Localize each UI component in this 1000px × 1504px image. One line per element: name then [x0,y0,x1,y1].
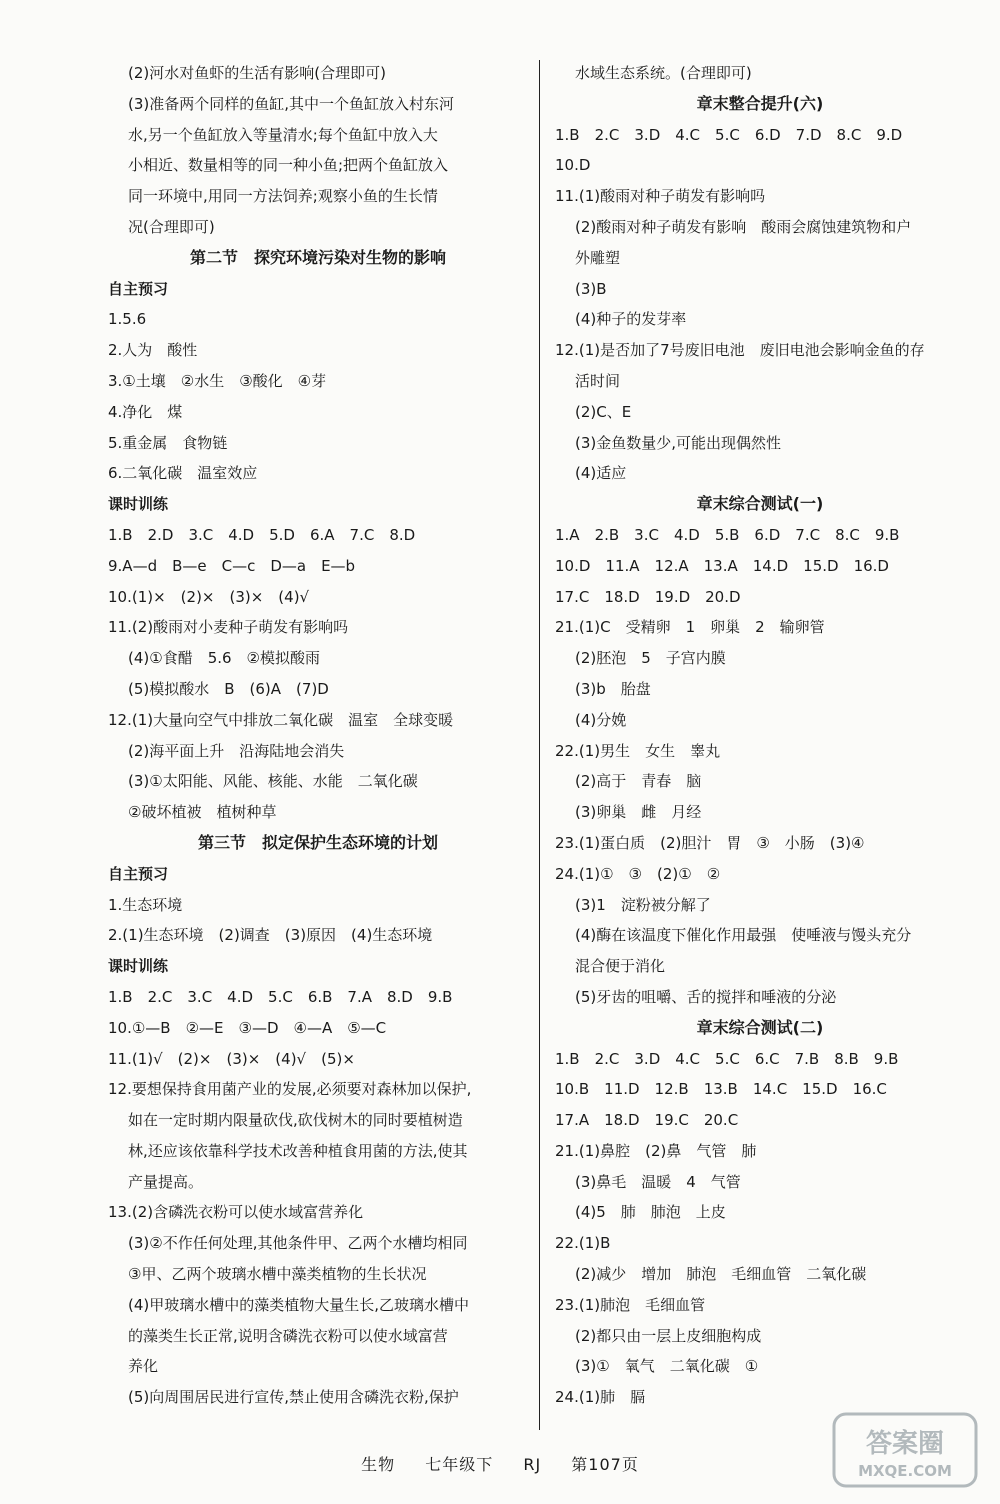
answer-line: 林,还应该依靠科学技术改善种植食用菌的方法,使其 [128,1141,468,1160]
answer-line: 养化 [128,1357,159,1376]
subsection-heading: 自主预习 [108,279,169,298]
answer-line: (5)牙齿的咀嚼、舌的搅拌和唾液的分泌 [575,987,837,1006]
answer-line: 11.(1)√ (2)× (3)× (4)√ (5)× [108,1049,355,1068]
subsection-heading: 自主预习 [108,864,169,883]
answer-line: (4)酶在该温度下催化作用最强 使唾液与馒头充分 [575,926,912,945]
answer-stamp-icon [830,1410,980,1490]
answer-line: 混合便于消化 [575,957,666,976]
watermark-url: MXQE.COM [858,1462,952,1480]
footer-subject: 生物 [361,1455,396,1474]
answer-line: 10.B 11.D 12.B 13.B 14.C 15.D 16.C [555,1080,887,1099]
answer-line: (2)减少 增加 肺泡 毛细血管 二氧化碳 [575,1265,867,1284]
answer-line: (4)甲玻璃水槽中的藻类植物大量生长,乙玻璃水槽中 [128,1295,470,1314]
answer-line: 1.B 2.C 3.D 4.C 5.C 6.C 7.B 8.B 9.B [555,1049,899,1068]
column-divider [539,60,540,1430]
answer-line: 10.(1)× (2)× (3)× (4)√ [108,587,310,606]
section-heading: 第三节 拟定保护生态环境的计划 [197,832,438,852]
answer-line: (3)卵巢 雌 月经 [575,803,702,822]
section-heading: 第二节 探究环境污染对生物的影响 [189,247,446,267]
right-column [555,58,965,1413]
answer-line: (2)都只由一层上皮细胞构成 [575,1326,762,1345]
answer-line: (3)②不作任何处理,其他条件甲、乙两个水槽均相同 [128,1234,468,1253]
answer-line: 11.(1)酸雨对种子萌发有影响吗 [555,187,766,206]
answer-line: (2)海平面上升 沿海陆地会消失 [128,741,345,760]
answer-line: 1.B 2.C 3.D 4.C 5.C 6.D 7.D 8.C 9.D [555,125,903,144]
answer-line: (5)模拟酸水 B (6)A (7)D [128,679,329,698]
answer-line: (3)金鱼数量少,可能出现偶然性 [575,433,782,452]
section-heading: 章末综合测试(二) [696,1017,824,1037]
answer-line: 12.要想保持食用菌产业的发展,必须要对森林加以保护, [108,1080,472,1099]
answer-line: 外雕塑 [575,248,621,267]
answer-line: 17.C 18.D 19.D 20.D [555,587,741,606]
answer-line: (4)种子的发芽率 [575,310,687,329]
answer-line: 10.①—B ②—E ③—D ④—A ⑤—C [108,1018,387,1037]
answer-line: (3)B [575,279,607,298]
answer-line: (2)高于 青春 脑 [575,772,702,791]
answer-line: 23.(1)蛋白质 (2)胆汁 胃 ③ 小肠 (3)④ [555,833,865,852]
answer-line: 6.二氧化碳 温室效应 [108,464,258,483]
answer-line: 水,另一个鱼缸放入等量清水;每个鱼缸中放入大 [128,125,438,144]
answer-line: 13.(2)含磷洗衣粉可以使水域富营养化 [108,1203,364,1222]
footer-edition: RJ [523,1455,542,1474]
answer-line: 3.①土壤 ②水生 ③酸化 ④芽 [108,371,327,390]
answer-line: 况(合理即可) [128,217,215,236]
footer-grade: 七年级下 [425,1455,494,1474]
answer-line: 2.人为 酸性 [108,341,198,360]
answer-line: 1.生态环境 [108,895,183,914]
answer-line: (4)分娩 [575,710,627,729]
answer-line: (4)适应 [575,464,627,483]
answer-line: 1.5.6 [108,310,147,329]
answer-line: (2)酸雨对种子萌发有影响 酸雨会腐蚀建筑物和户 [575,217,912,236]
answer-line: 9.A—d B—e C—c D—a E—b [108,556,356,575]
answer-line: 如在一定时期内限量砍伐,砍伐树木的同时要植树造 [128,1111,463,1130]
answer-line: 17.A 18.D 19.C 20.C [555,1111,739,1130]
answer-line: (3)①太阳能、风能、核能、水能 二氧化碳 [128,772,418,791]
answer-line: 1.A 2.B 3.C 4.D 5.B 6.D 7.C 8.C 9.B [555,525,900,544]
answer-line: 活时间 [575,371,621,390]
answer-line: 同一环境中,用同一方法饲养;观察小鱼的生长情 [128,187,438,206]
answer-line: 23.(1)肺泡 毛细血管 [555,1295,706,1314]
answer-line: (3)准备两个同样的鱼缸,其中一个鱼缸放入村东河 [128,94,455,113]
answer-line: 10.D 11.A 12.A 13.A 14.D 15.D 16.D [555,556,889,575]
answer-line: 小相近、数量相等的同一种小鱼;把两个鱼缸放入 [128,156,449,175]
watermark-title: 答案圈 [865,1429,945,1459]
answer-line: (2)C、E [575,402,632,421]
answer-line: 12.(1)大量向空气中排放二氧化碳 温室 全球变暖 [108,710,454,729]
subsection-heading: 课时训练 [108,957,169,976]
answer-line: 4.净化 煤 [108,402,183,421]
answer-line: (4)5 肺 肺泡 上皮 [575,1203,726,1222]
answer-line: 10.D [555,156,591,175]
answer-line: (3)鼻毛 温暖 4 气管 [575,1172,741,1191]
answer-line: 11.(2)酸雨对小麦种子萌发有影响吗 [108,618,349,637]
answer-line: (3)① 氧气 二氧化碳 ① [575,1357,759,1376]
answer-line: 产量提高。 [128,1172,204,1191]
answer-line: ②破坏植被 植树种草 [128,803,277,822]
answer-line: 2.(1)生态环境 (2)调查 (3)原因 (4)生态环境 [108,926,433,945]
answer-line: 1.B 2.D 3.C 4.D 5.D 6.A 7.C 8.D [108,525,416,544]
answer-line: 22.(1)B [555,1234,611,1253]
answer-line: (2)河水对鱼虾的生活有影响(合理即可) [128,64,386,82]
answer-line: (2)胚泡 5 子宫内膜 [575,649,726,668]
answer-line: 22.(1)男生 女生 睾丸 [555,741,721,760]
answer-line: 21.(1)C 受精卵 1 卵巢 2 输卵管 [555,618,825,637]
answer-line: 1.B 2.C 3.C 4.D 5.C 6.B 7.A 8.D 9.B [108,987,453,1006]
footer-page-number: 第107页 [571,1455,639,1474]
section-heading: 章末综合测试(一) [696,494,824,514]
answer-line: (3)b 胎盘 [575,679,651,698]
answer-line: (5)向周围居民进行宣传,禁止使用含磷洗衣粉,保护 [128,1388,459,1407]
answer-line: 12.(1)是否加了7号废旧电池 废旧电池会影响金鱼的存 [555,341,925,360]
answer-line: 24.(1)肺 膈 [555,1388,646,1407]
answer-line: ③甲、乙两个玻璃水槽中藻类植物的生长状况 [128,1265,427,1284]
answer-line: (3)1 淀粉被分解了 [575,895,711,914]
answer-line: 21.(1)鼻腔 (2)鼻 气管 肺 [555,1141,757,1160]
answer-line: 水域生态系统。(合理即可) [575,64,752,82]
answer-line: 5.重金属 食物链 [108,433,228,452]
answer-line: (4)①食醋 5.6 ②模拟酸雨 [128,649,320,668]
answer-line: 24.(1)① ③ (2)① ② [555,864,721,883]
answer-line: 的藻类生长正常,说明含磷洗衣粉可以使水域富营 [128,1326,448,1345]
subsection-heading: 课时训练 [108,495,169,514]
section-heading: 章末整合提升(六) [696,93,824,113]
left-column [108,58,528,1413]
